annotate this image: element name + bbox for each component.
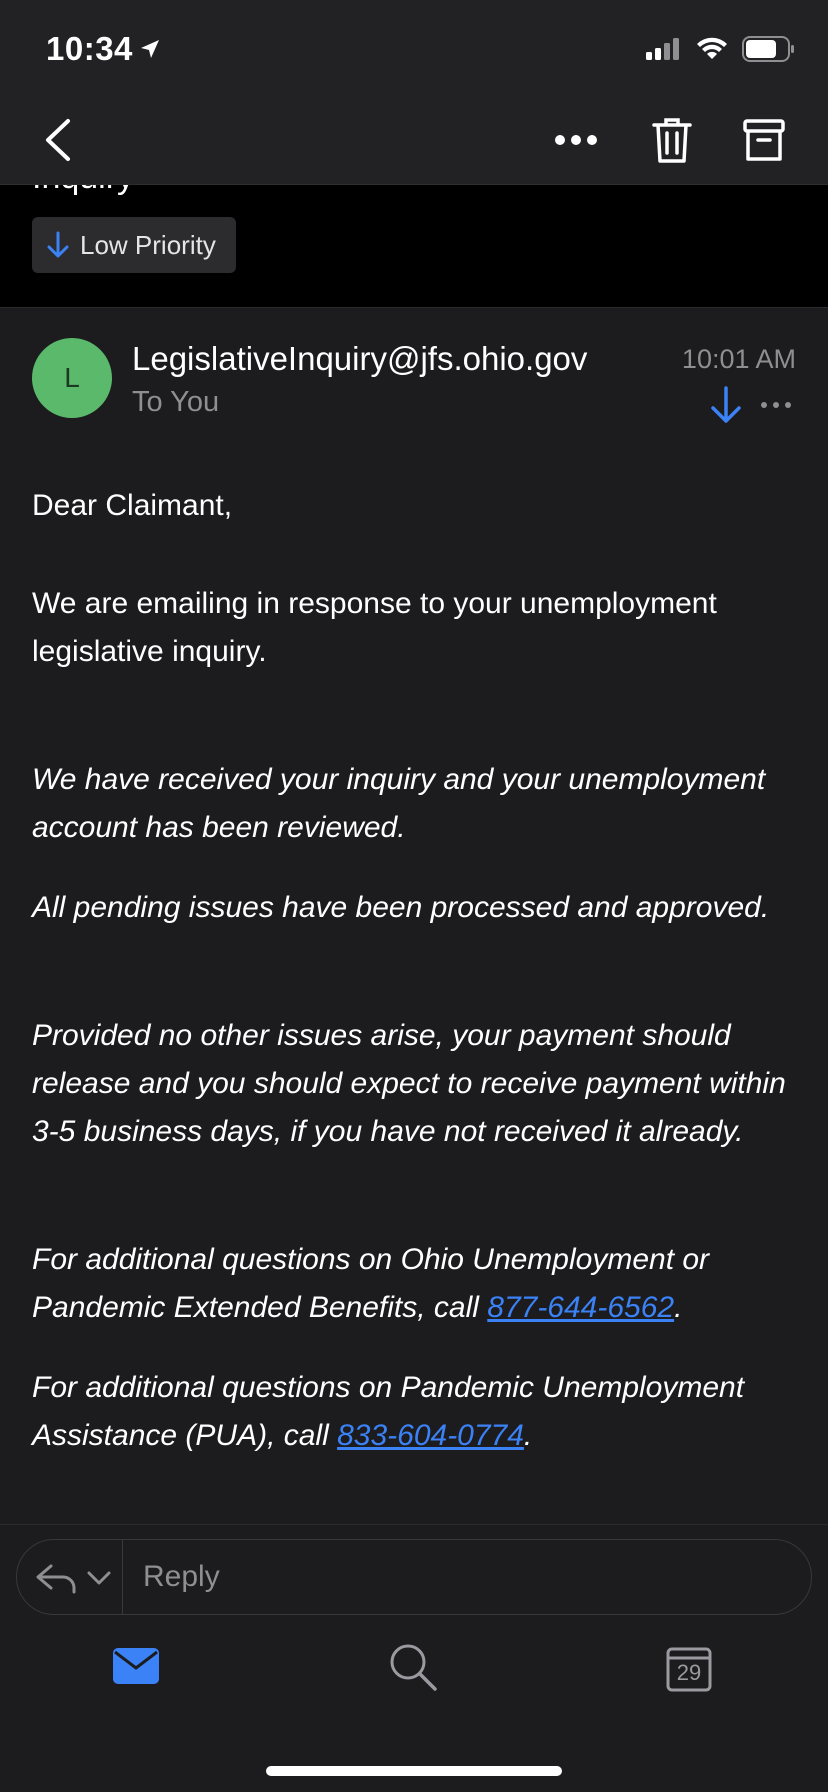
tab-search[interactable] (388, 1642, 438, 1692)
arrow-down-icon (46, 231, 70, 259)
paragraph-peb-suffix: . (674, 1291, 683, 1324)
paragraph-peb (32, 1236, 802, 1332)
status-bar (0, 0, 828, 95)
low-priority-arrow-icon (708, 386, 744, 424)
cellular-signal-icon (646, 38, 682, 60)
mail-icon (112, 1646, 160, 1686)
status-time-text: 10:34 (46, 30, 133, 67)
more-button[interactable] (552, 117, 600, 163)
ellipsis-icon (552, 117, 600, 163)
status-indicators (646, 36, 796, 62)
delete-button[interactable] (652, 115, 692, 165)
message-more-icon[interactable] (760, 398, 792, 412)
reply-bar[interactable] (16, 1539, 812, 1615)
low-priority-badge (32, 217, 236, 273)
avatar: L (32, 338, 112, 418)
paragraph-approved: All pending issues have been processed and approved. (32, 891, 770, 924)
phone-link-peb[interactable]: 877-644-6562 (487, 1291, 675, 1324)
archive-button[interactable] (742, 115, 786, 165)
message-header[interactable] (0, 308, 828, 418)
low-priority-label: Low Priority (80, 229, 216, 260)
home-indicator[interactable] (266, 1766, 562, 1776)
back-button[interactable] (40, 117, 80, 163)
wifi-icon (696, 37, 728, 61)
tab-calendar[interactable] (666, 1646, 712, 1692)
sender-address[interactable]: LegislativeInquiry@jfs.ohio.gov (132, 340, 588, 377)
reply-placeholder[interactable]: Reply (143, 1560, 220, 1593)
location-arrow-icon (139, 38, 161, 60)
paragraph-peb-text: For additional questions on Ohio Unemployment or Pandemic Extended Benefits, call (32, 1243, 710, 1324)
calendar-day: 29 (676, 1660, 702, 1685)
reply-options-button[interactable] (17, 1540, 123, 1614)
trash-icon (652, 115, 692, 165)
message-time: 10:01 AM (681, 344, 796, 374)
reply-arrow-icon (35, 1562, 77, 1594)
greeting: Dear Claimant, (32, 489, 233, 522)
intro-paragraph: We are emailing in response to your unemployment legislative inquiry. (32, 587, 717, 668)
recipient-label: To You (132, 386, 220, 418)
paragraph-pua (32, 1364, 802, 1460)
paragraph-pua-text: For additional questions on Pandemic Unemployment Assistance (PUA), call (32, 1371, 745, 1452)
paragraph-pua-suffix: . (523, 1419, 533, 1452)
nav-bar (0, 95, 828, 185)
archive-box-icon (742, 115, 786, 165)
tab-mail[interactable] (112, 1646, 160, 1686)
reply-area (0, 1524, 828, 1624)
phone-link-pua[interactable]: 833-604-0774 (337, 1419, 524, 1452)
chevron-down-icon (87, 1570, 111, 1586)
status-time (46, 30, 161, 68)
paragraph-reviewed: We have received your inquiry and your unemployment account has been reviewed. (32, 763, 766, 844)
paragraph-payment: Provided no other issues arise, your payment should release and you should expect to receive payment within 3-5 business days, if you have not received it already. (32, 1019, 786, 1148)
chevron-left-icon (40, 117, 80, 163)
battery-icon (742, 36, 796, 62)
search-icon (388, 1642, 438, 1692)
